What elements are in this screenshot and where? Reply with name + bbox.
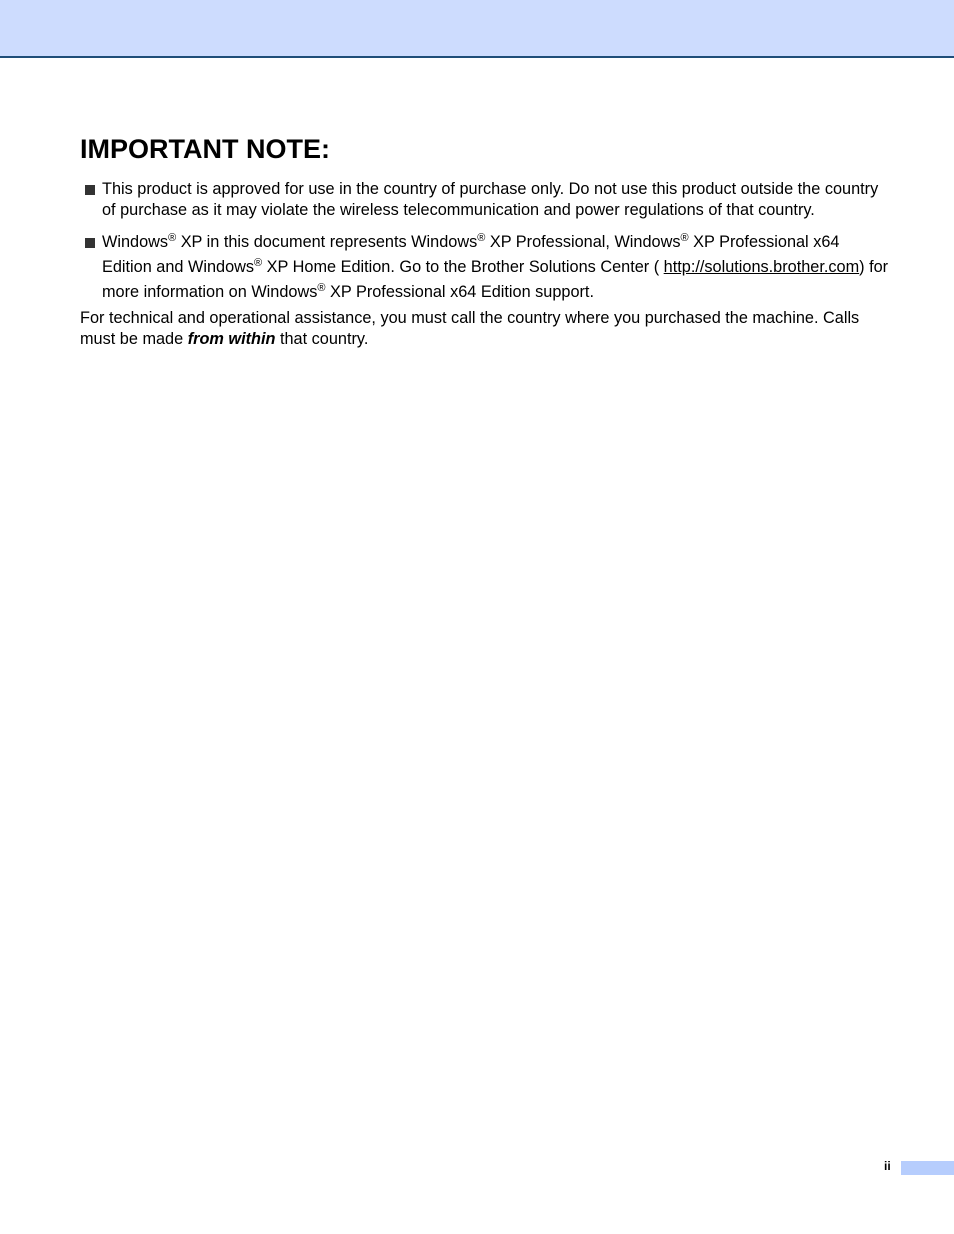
registered-mark: ® — [254, 257, 263, 269]
registered-mark: ® — [477, 232, 486, 244]
list-item — [80, 179, 892, 220]
header-band — [0, 0, 954, 58]
bullet-text: This product is approved for use in the country of purchase only. Do not use this product outside the country of purchase as it may violate the wireless telecommunication and power regulations of that country. — [102, 180, 879, 219]
page-tab — [901, 1161, 954, 1175]
bullet-text-part: Windows — [102, 233, 169, 251]
brother-solutions-link[interactable]: http://solutions.brother.com — [663, 258, 860, 276]
square-bullet-icon — [85, 185, 95, 195]
paragraph-emphasis: from within — [187, 329, 276, 348]
list-item — [80, 230, 892, 305]
paragraph-text: that country. — [275, 329, 369, 348]
bullet-text-part: XP in this document represents Windows — [176, 233, 478, 251]
square-bullet-icon — [85, 238, 95, 248]
registered-mark: ® — [168, 232, 177, 244]
bullet-text-part: ) for more information on Windows — [102, 258, 889, 301]
bullet-text-part: XP Home Edition. Go to the Brother Solutions Center ( — [262, 258, 664, 276]
bullet-text-part: XP Professional, Windows — [485, 233, 681, 251]
support-paragraph — [80, 308, 892, 349]
bullet-text-part: XP Professional x64 Edition and Windows — [102, 233, 840, 276]
main-content — [80, 131, 892, 349]
page-number: ii — [884, 1159, 891, 1173]
bullet-text-part: XP Professional x64 Edition support. — [325, 283, 594, 301]
bullet-list — [80, 179, 892, 305]
registered-mark: ® — [317, 282, 326, 294]
paragraph-text: For technical and operational assistance, you must call the country where you purchased the machine. Calls must be made — [80, 309, 860, 348]
registered-mark: ® — [680, 232, 689, 244]
page-title: IMPORTANT NOTE: — [80, 134, 330, 164]
